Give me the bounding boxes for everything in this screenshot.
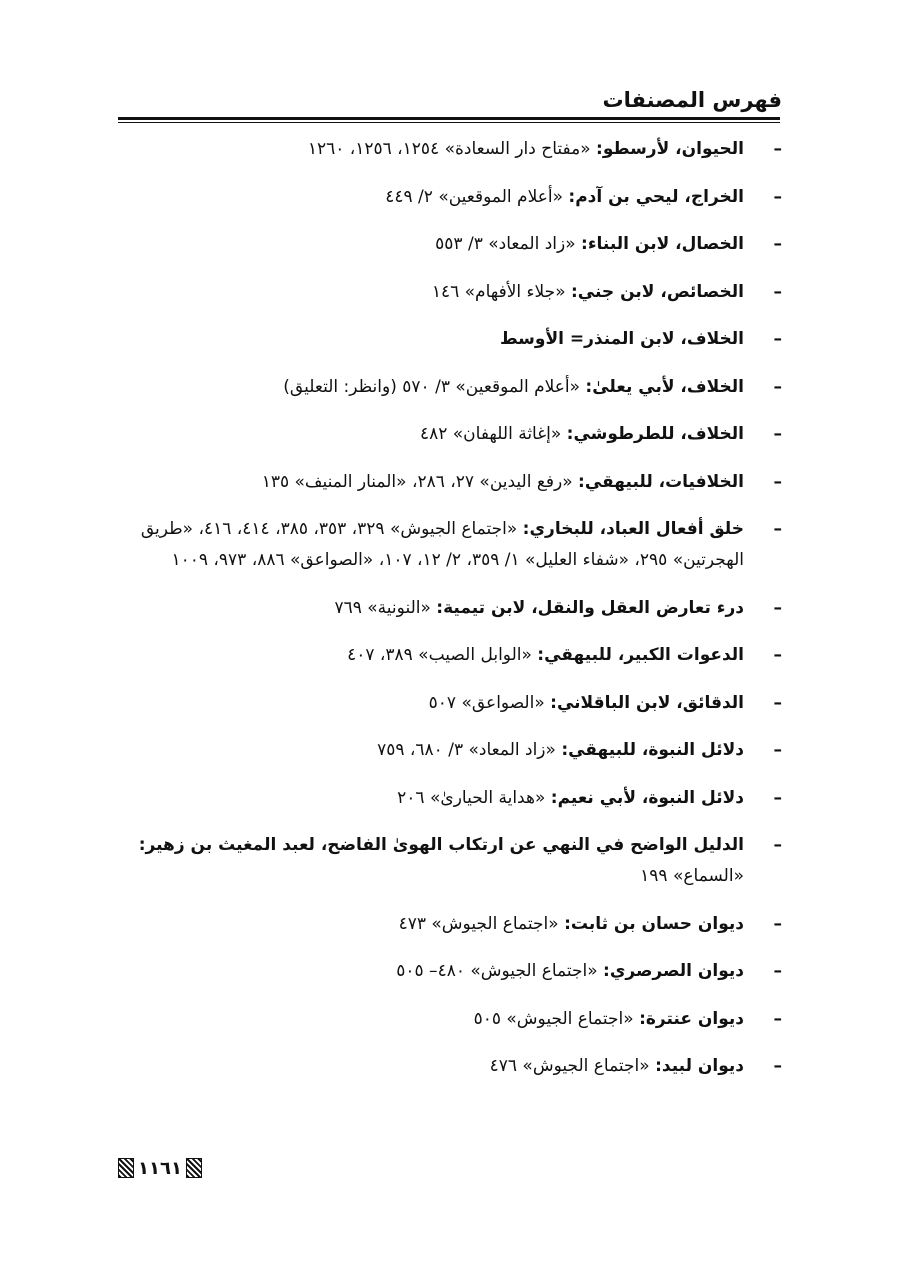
entry-dash: – — [773, 281, 782, 302]
entry-dash: – — [773, 597, 782, 618]
entry-title: الخلاف، للطرطوشي: — [566, 424, 744, 444]
entry-dash: – — [773, 692, 782, 713]
entry-title: دلائل النبوة، لأبي نعيم: — [550, 787, 744, 808]
index-entry — [118, 182, 782, 213]
index-entry — [118, 909, 782, 940]
entry-dash: – — [773, 835, 782, 855]
ornament-right-icon — [186, 1158, 202, 1178]
entry-title: ديوان لبيد: — [655, 1056, 744, 1076]
entry-title: الدقائق، لابن الباقلاني: — [550, 692, 744, 713]
entry-dash: – — [773, 139, 782, 159]
index-entry — [118, 419, 782, 450]
entry-references: «اجتماع الجيوش» ٤٧٣ — [398, 913, 559, 934]
entry-references: «الوابل الصيب» ٣٨٩، ٤٠٧ — [347, 645, 532, 665]
entry-dash: – — [773, 1008, 782, 1029]
entry-references: «اجتماع الجيوش» ٤٨٠– ٥٠٥ — [396, 961, 598, 981]
index-entry — [118, 277, 782, 308]
entry-title: دلائل النبوة، للبيهقي: — [561, 740, 744, 760]
entry-references: «زاد المعاد» ٣/ ٦٨٠، ٧٥٩ — [377, 740, 556, 760]
entry-references: «أعلام الموقعين» ٣/ ٥٧٠ (وانظر: التعليق) — [283, 376, 581, 397]
index-entry — [118, 735, 782, 766]
entry-title: خلق أفعال العباد، للبخاري: — [522, 519, 744, 539]
entry-dash: – — [773, 471, 782, 492]
entry-references: «اجتماع الجيوش» ٣٢٩، ٣٥٣، ٣٨٥، ٤١٤، ٤١٦، «طريق الهجرتين» ٢٩٥، «شفاء العليل» ١/ ٣٥٩، ٢/ ١٢، ١٠٧، «الصواعق» ٨٨٦، ٩٧٣، ١٠٠٩ — [140, 519, 744, 570]
entry-references: «هداية الحيارىٰ» ٢٠٦ — [397, 787, 546, 808]
entry-title: ديوان الصرصري: — [603, 961, 744, 981]
entry-references: «زاد المعاد» ٣/ ٥٥٣ — [435, 234, 576, 254]
index-entry — [118, 229, 782, 260]
entry-references: «اجتماع الجيوش» ٥٠٥ — [473, 1008, 634, 1029]
entry-title: الدليل الواضح في النهي عن ارتكاب الهوىٰ الفاضح، لعبد المغيث بن زهير: — [138, 835, 744, 855]
index-entry — [118, 324, 782, 355]
entry-dash: – — [773, 329, 782, 349]
entry-references: «أعلام الموقعين» ٢/ ٤٤٩ — [385, 186, 563, 207]
entry-title: الخصال، لابن البناء: — [581, 234, 744, 254]
entry-title: ديوان عنترة: — [639, 1008, 744, 1029]
entry-dash: – — [773, 1056, 782, 1076]
entry-dash: – — [773, 913, 782, 934]
page-folio — [118, 1157, 202, 1179]
index-entry — [118, 1004, 782, 1035]
entry-references: «رفع اليدين» ٢٧، ٢٨٦، «المنار المنيف» ١٣٥ — [261, 471, 573, 492]
entry-references: «اجتماع الجيوش» ٤٧٦ — [489, 1056, 650, 1076]
entry-dash: – — [773, 961, 782, 981]
entry-references: «الصواعق» ٥٠٧ — [428, 692, 545, 713]
entry-title: الحيوان، لأرسطو: — [596, 139, 744, 159]
index-entry — [118, 134, 782, 165]
index-entry — [118, 593, 782, 624]
running-header: فهرس المصنفات — [602, 88, 782, 112]
index-entry — [118, 372, 782, 403]
entry-title: الخراج، ليحي بن آدم: — [568, 186, 744, 207]
entry-references: «مفتاح دار السعادة» ١٢٥٤، ١٢٥٦، ١٢٦٠ — [307, 139, 591, 159]
entry-dash: – — [773, 740, 782, 760]
entry-title: ديوان حسان بن ثابت: — [564, 913, 744, 934]
ornament-left-icon — [118, 1158, 134, 1178]
entry-dash: – — [773, 234, 782, 254]
entry-dash: – — [773, 519, 782, 539]
entry-title: الخصائص، لابن جني: — [571, 281, 744, 302]
page-number: ١١٦١ — [138, 1157, 182, 1179]
index-entry — [118, 830, 782, 892]
entry-title: الخلافيات، للبيهقي: — [578, 471, 744, 492]
entry-title: درء تعارض العقل والنقل، لابن تيمية: — [436, 597, 744, 618]
entry-title: الخلاف، لأبي يعلىٰ: — [585, 376, 744, 397]
entry-dash: – — [773, 376, 782, 397]
index-entry — [118, 514, 782, 576]
header-rule-thin — [118, 122, 780, 123]
entry-references: «النونية» ٧٦٩ — [334, 597, 431, 618]
entry-dash: – — [773, 424, 782, 444]
entry-references: «جلاء الأفهام» ١٤٦ — [431, 281, 566, 302]
index-entry — [118, 783, 782, 814]
index-entry — [118, 467, 782, 498]
entry-dash: – — [773, 787, 782, 808]
index-entries — [118, 134, 782, 1099]
index-entry — [118, 956, 782, 987]
header-rule-thick — [118, 117, 780, 120]
index-entry — [118, 688, 782, 719]
entry-references: «السماع» ١٩٩ — [640, 866, 744, 886]
entry-title: الدعوات الكبير، للبيهقي: — [537, 645, 744, 665]
index-entry — [118, 640, 782, 671]
entry-title: الخلاف، لابن المنذر= الأوسط — [499, 329, 744, 349]
index-entry — [118, 1051, 782, 1082]
entry-dash: – — [773, 186, 782, 207]
entry-dash: – — [773, 645, 782, 665]
entry-references: «إغاثة اللهفان» ٤٨٢ — [419, 424, 562, 444]
